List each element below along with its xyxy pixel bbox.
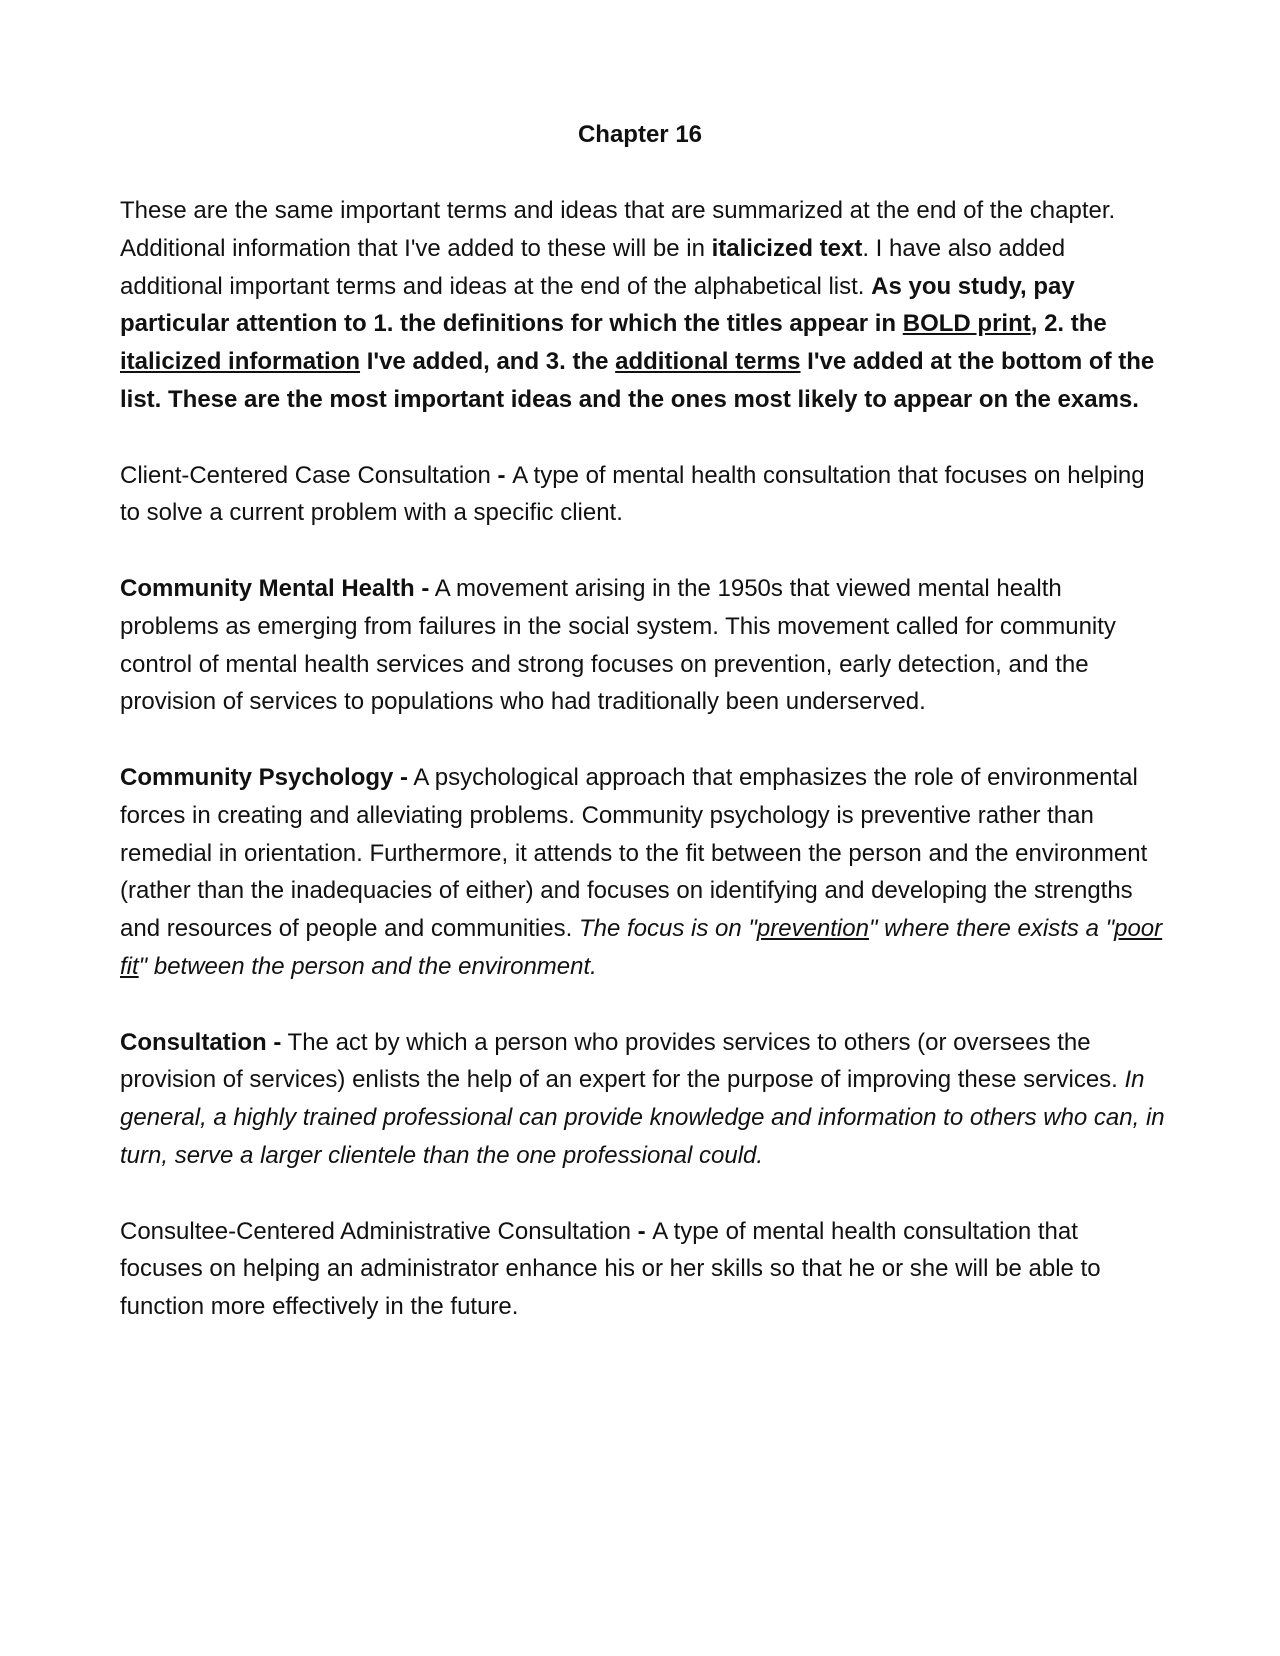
term-client-centered-case-consultation [120,457,1165,533]
term-title: Client-Centered Case Consultation [120,461,491,489]
term-title: Consultation - [120,1028,282,1056]
intro-emphasis: , 2. the [1030,310,1107,338]
term-consultation [120,1024,1165,1175]
intro-italicized-information: italicized information [120,348,361,376]
term-community-psychology [120,759,1165,986]
intro-emphasis: I've added, and 3. the [360,348,616,376]
intro-emphasis: As you study, pay particular attention to 1. the definitions for which the titles appear in [120,272,1075,338]
intro-text: These are the same important terms and ideas that are summarized at the end of the chapter. Additional information that I've added to these will be in [120,197,1116,262]
intro-emphasis: I've added at the bottom of the list. These are the most important ideas and the ones most likely to appear on the exams. [120,348,1155,413]
intro-italicized-text-label: italicized text [711,234,863,262]
term-definition: A type of mental health consultation that focuses on helping to solve a current problem with a specific client. [120,461,1145,527]
term-note: The focus is on " [578,915,757,943]
term-title: Consultee-Centered Administrative Consultation [120,1217,631,1245]
term-definition: A movement arising in the 1950s that viewed mental health problems as emerging from failures in the social system. This movement called for community control of mental health services and strong focuses on prevention, early detection, and the provision of services to populations who had traditionally been underserved. [120,574,1116,716]
term-note: " where there exists a " [868,915,1115,943]
intro-additional-terms: additional terms [615,348,801,376]
term-title: Community Psychology - [120,763,409,791]
term-community-mental-health [120,570,1165,721]
intro-bold-print: BOLD print [902,310,1031,338]
term-note: " between the person and the environment. [138,952,597,980]
term-definition: A psychological approach that emphasizes the role of environmental forces in creating and alleviating problems. Community psychology is preventive rather than remedial in orientation. Furthermore, it attends to the fit between the person and the environment (rather than the inadequacies of either) and focuses on identifying and developing the strengths and resources of people and communities. [120,763,1148,943]
term-separator: - [630,1217,653,1245]
term-definition: A type of mental health consultation that focuses on helping an administrator enhance his or her skills so that he or she will be able to function more effectively in the future. [120,1217,1101,1321]
document-body [120,192,1165,1364]
term-note-prevention: prevention [756,915,869,943]
page-title: Chapter 16 [577,121,703,148]
term-definition: The act by which a person who provides services to others (or oversees the provision of services) enlists the help of an expert for the purpose of improving these services. [120,1028,1125,1094]
term-separator: - [490,461,513,489]
intro-paragraph [120,192,1165,419]
term-note: In general, a highly trained professional can provide knowledge and information to others who can, in turn, serve a larger clientele than the one professional could. [120,1066,1165,1169]
term-consultee-centered-administrative-consultation [120,1213,1165,1326]
intro-text: . I have also added additional important terms and ideas at the end of the alphabetical list. [120,234,1066,300]
term-title: Community Mental Health - [120,574,430,602]
term-note-poor-fit: poor fit [120,915,1163,980]
